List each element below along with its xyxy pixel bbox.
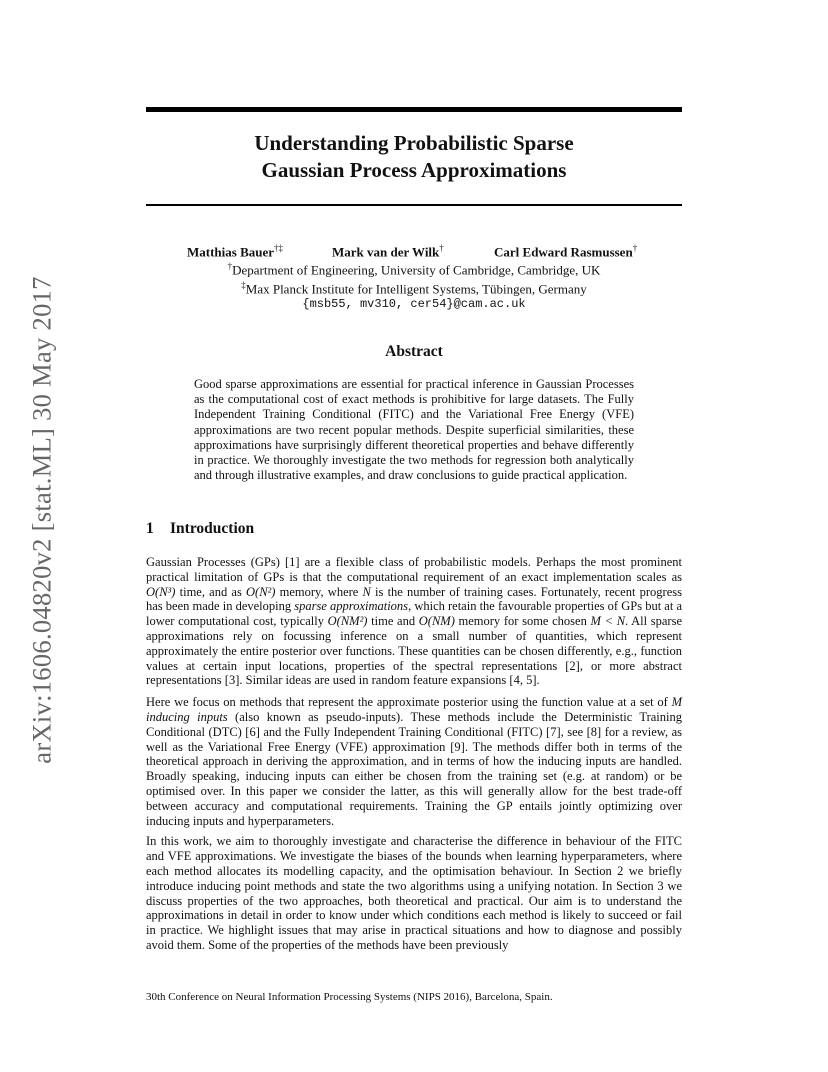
intro-paragraph-3: In this work, we aim to thoroughly investigate and characterise the difference in behaviour of the FITC and VFE approximations. We investigate the biases of the bounds when learning hyperparameters, where each method allocates its modelling capacity, and the optimisation behaviour. In Section 2 we briefly introduce inducing point methods and state the two algorithms using a unifying notation. In Section 3 we discuss properties of the two approaches, both theoretical and practical. Our aim is to understand the approximations in detail in order to know under which conditions each method is likely to succeed or fail in practice. We highlight issues that may arise in practical situations and how to diagnose and possibly avoid them. Some of the properties of the methods have been previously — [146, 834, 682, 952]
section-number: 1 — [146, 520, 154, 537]
p1-math-3: N — [362, 584, 371, 599]
author-2-marks: † — [439, 243, 444, 253]
author-1-marks: †‡ — [274, 243, 284, 253]
p2-text-c: (also known as pseudo-inputs). These methods include the Deterministic Training Conditional (DTC) [6] and the Fully Independent Training Conditional (FITC) [7], see [8] for a review, as well as the Variational Free Energy (VFE) approximation [9]. The methods differ both in terms of the theoretical approach in deriving the approximation, and in terms of how the inducing inputs are handled. Broadly speaking, inducing inputs can either be chosen from the training set (e.g. at random) or be optimised over. In this paper we consider the latter, as this will generally allow for the best trade-off between accuracy and computational requirements. Training the GP entails jointly optimizing over inducing inputs and hyperparameters. — [146, 709, 682, 828]
abstract-heading: Abstract — [385, 343, 443, 360]
affiliation-2-mark: ‡ — [241, 279, 246, 290]
p1-math-5: O(NM) — [418, 614, 455, 629]
affiliation-1-text: Department of Engineering, University of Cambridge, Cambridge, UK — [232, 262, 601, 278]
title-line-1: Understanding Probabilistic Sparse — [254, 131, 574, 155]
p1-math-6: M < N — [590, 614, 626, 629]
p1-text-h: memory for some chosen — [454, 614, 591, 629]
p1-text-a: Gaussian Processes (GPs) [1] are a flexible class of probabilistic models. Perhaps the most prominent practical limitation of GPs is that the computational requirement of an exact implementation scales as — [146, 555, 682, 584]
author-3 — [494, 243, 637, 260]
p2-emphasis: M inducing inputs — [146, 695, 682, 724]
paper-title — [146, 130, 682, 184]
author-1-name: Matthias Bauer — [187, 244, 275, 260]
section-heading-introduction — [146, 520, 254, 538]
affiliation-2 — [146, 278, 682, 297]
p1-emphasis: sparse approximations — [294, 599, 409, 614]
p1-math-4: O(NM²) — [327, 614, 368, 629]
section-title: Introduction — [170, 520, 255, 537]
p1-math-2: O(N²) — [246, 584, 276, 599]
title-bottom-rule — [146, 204, 682, 206]
author-2-name: Mark van der Wilk — [332, 244, 440, 260]
author-3-marks: † — [632, 243, 638, 253]
intro-paragraph-1 — [146, 555, 682, 688]
author-3-name: Carl Edward Rasmussen — [494, 244, 633, 260]
p1-text-d: is the number of training cases. Fortunately, recent progress has been made in developing — [146, 584, 682, 614]
title-top-rule — [146, 107, 682, 112]
p1-text-c: memory, where — [275, 584, 363, 599]
affiliations — [146, 259, 682, 312]
author-emails: {msb55, mv310, cer54}@cam.ac.uk — [302, 296, 526, 311]
intro-paragraph-2 — [146, 695, 682, 828]
affiliation-1-mark: † — [227, 261, 233, 271]
affiliation-1 — [146, 259, 682, 278]
introduction-body — [146, 555, 682, 959]
p1-text-g: time and — [367, 614, 419, 629]
p1-math-1: O(N³) — [146, 584, 176, 599]
p1-text-i: . All sparse approximations rely on focussing inference on a small number of quantities, which represent approximately the entire posterior over functions. These quantities can be chosen differently, e.g., function values at certain input locations, properties of the spectral representations [2], or more abstract representations [3]. Similar ideas are used in random feature expansions [4, 5]. — [146, 614, 683, 688]
arxiv-stamp: arXiv:1606.04820v2 [stat.ML] 30 May 2017 — [26, 276, 57, 764]
affiliation-2-text: Max Planck Institute for Intelligent Systems, Tübingen, Germany — [245, 281, 587, 297]
p1-text-b: time, and as — [175, 584, 246, 599]
conference-footnote: 30th Conference on Neural Information Processing Systems (NIPS 2016), Barcelona, Spain. — [146, 991, 553, 1003]
author-2 — [332, 243, 444, 260]
p2-text-a: Here we focus on methods that represent the approximate posterior using the function value at a set of — [146, 695, 672, 710]
abstract-text: Good sparse approximations are essential for practical inference in Gaussian Processes as the computational cost of exact methods is prohibitive for large datasets. The Fully Independent Training Conditional (FITC) and the Variational Free Energy (VFE) approximations are two recent popular methods. Despite superficial similarities, these approximations have surprisingly different theoretical properties and behave differently in practice. We thoroughly investigate the two methods for regression both analytically and through illustrative examples, and draw conclusions to guide practical application. — [194, 377, 634, 483]
author-1 — [187, 243, 283, 260]
p1-text-f: , which retain the favourable properties of GPs but at a lower computational cost, typically — [146, 599, 683, 629]
title-line-2: Gaussian Process Approximations — [261, 158, 567, 182]
